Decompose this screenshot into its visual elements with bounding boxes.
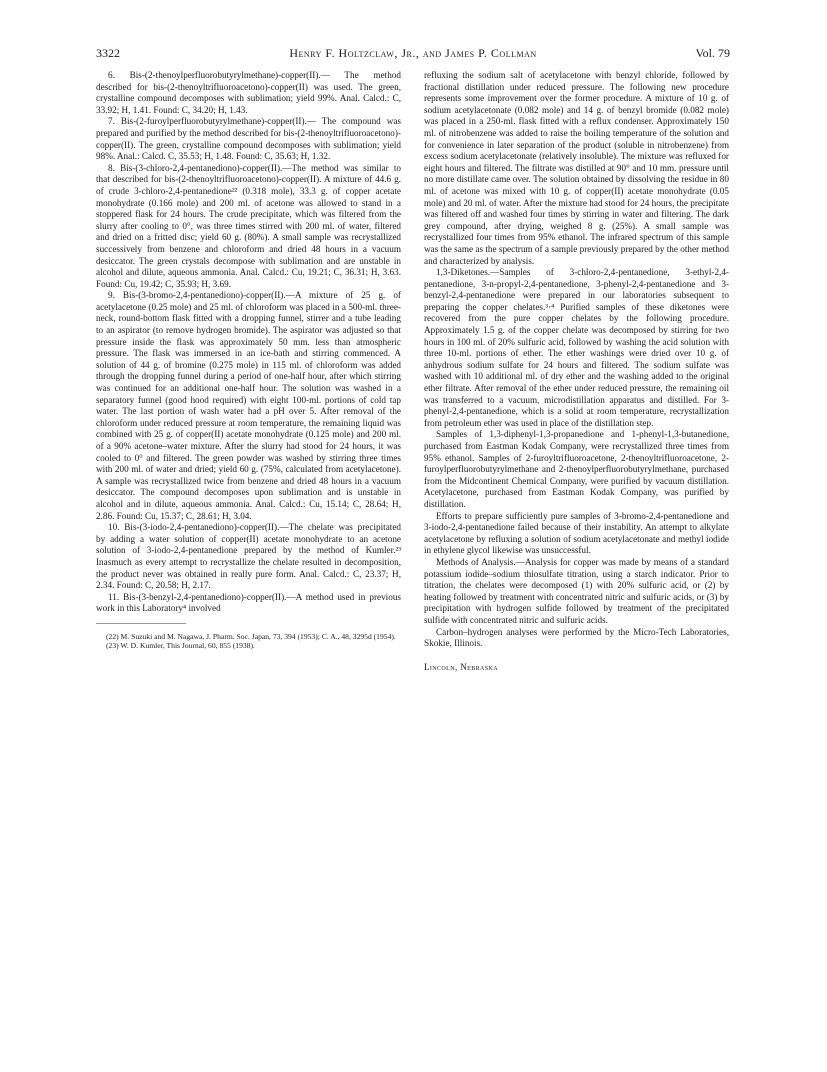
page-number: 3322: [96, 46, 120, 60]
paragraph-methods-analysis: Methods of Analysis.—Analysis for copper was made by means of a standard potassium iodide–sodium thiosulfate titration, using a starch indicator. Prior to titration, the chelates were decomposed (1) with 20% sulfuric acid, or (2) by heating followed by treatment with concentrated nitric and sulfuric acids, or (3) by precipitation with hydrogen sulfide followed by treatment of the precipitated sulfide with concentrated nitric and sulfuric acids.: [424, 556, 729, 625]
paragraph-continued: refluxing the sodium salt of acetylacetone with benzyl chloride, followed by fractional distillation under reduced pressure. The following new procedure represents some improvement over the former procedure. A mixture of 10 g. of sodium acetylacetonate (0.082 mole) and 14 g. of benzyl bromide (0.082 mole) was placed in a 250-ml. flask fitted with a reflux condenser. Approximately 150 ml. of nitrobenzene was added to raise the boiling temperature of the solution and for convenience in later separation of the product (soluble in nitrobenzene) from excess sodium acetylacetonate (relatively insoluble). The mixture was refluxed for eight hours and filtered. The filtrate was distilled at 90° and 10 mm. pressure until no more distillate came over. The solution obtained by dissolving the residue in 80 ml. of acetone was mixed with 10 g. of copper(II) acetate monohydrate (0.05 mole) and 20 ml. of water. After the mixture had stood for 24 hours, the precipitate was filtered off and washed four times by stirring in water and filtering. The dark grey compound, after drying, weighed 8 g. (25%). A small sample was recrystallized four times from 95% ethanol. The infrared spectrum of this sample was the same as the spectrum of a sample previously prepared by the other method and characterized by analysis.: [424, 70, 729, 266]
paragraph-10: 10. Bis-(3-iodo-2,4-pentanediono)-copper(II).—The chelate was precipitated by adding a water solution of copper(II) acetate monohydrate to an acetone solution of 3-iodo-2,4-pentanedione prepared by the method of Kumler.²³ Inasmuch as every attempt to recrystallize the chelate resulted in decomposition, the product never was obtained in really pure form. Anal. Calcd.: C, 23.37; H, 2.34. Found: C, 20.58; H, 2.17.: [96, 522, 401, 591]
footnote-22: (22) M. Suzuki and M. Nagawa, J. Pharm. Soc. Japan, 73, 394 (1953); C. A., 48, 3295d (1954).: [106, 631, 396, 641]
paragraph-efforts: Efforts to prepare sufficiently pure samples of 3-bromo-2,4-pentanedione and 3-iodo-2,4-pentanedione failed because of their instability. An attempt to alkylate acetylacetone by refluxing a solution of sodium acetylacetonate and methyl iodide in ethylene glycol likewise was unsuccessful.: [424, 510, 729, 556]
paragraph-8: 8. Bis-(3-chloro-2,4-pentanediono)-copper(II).—The method was similar to that described for bis-(2-thenoyltrifluoroacetono)-copper(II). A mixture of 44.6 g. of crude 3-chloro-2,4-pentanedione²² (0.318 mole), 33.3 g. of copper acetate monohydrate (0.166 mole) and 200 ml. of acetone was allowed to stand in a stoppered flask for 24 hours. The crude precipitate, which was filtered from the slurry after cooling to 0°, was three times stirred with 200 ml. of water, filtered and dried on a fritted disc; yield 60 g. (80%). A small sample was recrystallized successively from benzene and chloroform and dried 48 hours in a vacuum desiccator. The green crystals decompose with sublimation and are unstable in alcohol and dilute, aqueous ammonia. Anal. Calcd.: Cu, 19.21; C, 36.31; H, 3.63. Found: Cu, 19.42; C, 35.93; H, 3.69.: [96, 162, 401, 289]
page-header: [96, 46, 730, 62]
paragraph-purchased-samples: Samples of 1,3-diphenyl-1,3-propanedione and 1-phenyl-1,3-butanedione, purchased from Eastman Kodak Company, were recrystallized three times from 95% ethanol. Samples of 2-furoyltrifluoroacetone, 2-thenoyltrifluoroacetone, 2-furoylperfluorobutyrylmethane and 2-thenoylperfluorobutyrylmethane, purchased from the Midcontinent Chemical Company, were purified by vacuum distillation. Acetylacetone, purchased from Eastman Kodak Company, was purified by distillation.: [424, 429, 729, 509]
running-authors: Henry F. Holtzclaw, Jr., and James P. Collman: [289, 46, 537, 60]
location-signature: Lincoln, Nebraska: [424, 661, 498, 672]
footnote-rule: [96, 623, 186, 628]
footnote-23: (23) W. D. Kumler, This Journal, 60, 855 (1938).: [106, 641, 255, 651]
paragraph-11: 11. Bis-(3-benzyl-2,4-pentanediono)-copper(II).—A method used in previous work in this Laboratory⁴ involved: [96, 591, 401, 614]
paragraph-7: 7. Bis-(2-furoylperfluorobutyrylmethane)-copper(II).— The compound was prepared and purified by the method described for bis-(2-thenoyltrifluoroacetono)-copper(II). The green, crystalline compound decomposes with sublimation; yield 98%. Anal.: Calcd. C, 35.53; H, 1.48. Found: C, 35.63; H, 1.32.: [96, 116, 401, 162]
right-column: [424, 70, 729, 673]
left-column: [96, 70, 401, 651]
paragraph-6: 6. Bis-(2-thenoylperfluorobutyrylmethane)-copper(II).— The method described for bis-(2-thenoyltrifluoroacetono)-copper(II) was used. The green, crystalline compound decomposes with sublimation; yield 99%. Anal. Calcd.: C, 33.92; H, 1.41. Found: C, 34.20; H, 1.43.: [96, 70, 401, 115]
paragraph-ch-analyses: Carbon–hydrogen analyses were performed by the Micro-Tech Laboratories, Skokie, Illinois.: [424, 626, 729, 649]
footnotes: [96, 632, 401, 651]
paragraph-diketones: 1,3-Diketones.—Samples of 3-chloro-2,4-pentanedione, 3-ethyl-2,4-pentanedione, 3-n-propyl-2,4-pentanedione, 3-phenyl-2,4-pentanedione and 3-benzyl-2,4-pentanedione were prepared in our laboratories subsequent to preparing the copper chelates.³·⁴ Purified samples of these diketones were recovered from the pure copper chelates by the following procedure. Approximately 1.5 g. of the copper chelate was decomposed by stirring for two hours in 100 ml. of 20% sulfuric acid, followed by washing the acid solution with three 10-ml. portions of ether. The ether washings were dried over 10 g. of anhydrous sodium sulfate for 24 hours and filtered. The sodium sulfate was washed with 10 additional ml. of dry ether and the washing added to the original ether filtrate. After removal of the ether under reduced pressure, the remaining oil was transferred to a vacuum, microdistillation apparatus and distilled. For 3-phenyl-2,4-pentanedione, which is a solid at room temperature, recrystallization from petroleum ether was used in place of the distillation step.: [424, 267, 729, 428]
paragraph-9: 9. Bis-(3-bromo-2,4-pentanediono)-copper(II).—A mixture of 25 g. of acetylacetone (0.25 mole) and 25 ml. of chloroform was placed in a 500-ml. three-neck, round-bottom flask fitted with a dropping funnel, stirrer and a tube leading to an aspirator (to remove hydrogen bromide). The aspirator was adjusted so that pressure inside the flask was approximately 50 mm. less than atmospheric pressure. The flask was immersed in an ice-bath and stirring commenced. A solution of 44 g. of bromine (0.275 mole) in 115 ml. of chloroform was added through the dropping funnel during a period of one-half hour, after which stirring was continued for an additional one-half hour. The solution was washed in a separatory funnel (good hood required) with eight 100-ml. portions of cold tap water. The last portion of wash water had a pH over 5. After removal of the chloroform under reduced pressure at room temperature, the remaining liquid was combined with 25 g. of copper(II) acetate monohydrate (0.125 mole) and 200 ml. of a 90% acetone–water mixture. After the slurry had stood for 24 hours, it was cooled to 0° and filtered. The green powder was washed by stirring three times with 200 ml. of water and dried; yield 60 g. (75%, calculated from acetylacetone). A sample was recrystallized twice from benzene and dried 48 hours in a vacuum desiccator. The compound decomposes upon sublimation and is unstable in alcohol and in dilute, aqueous ammonia. Anal. Calcd.: Cu, 15.14; C, 28.64; H, 2.86. Found: Cu, 15.37; C, 28.61; H, 3.04.: [96, 290, 401, 521]
volume-label: Vol. 79: [695, 46, 730, 60]
